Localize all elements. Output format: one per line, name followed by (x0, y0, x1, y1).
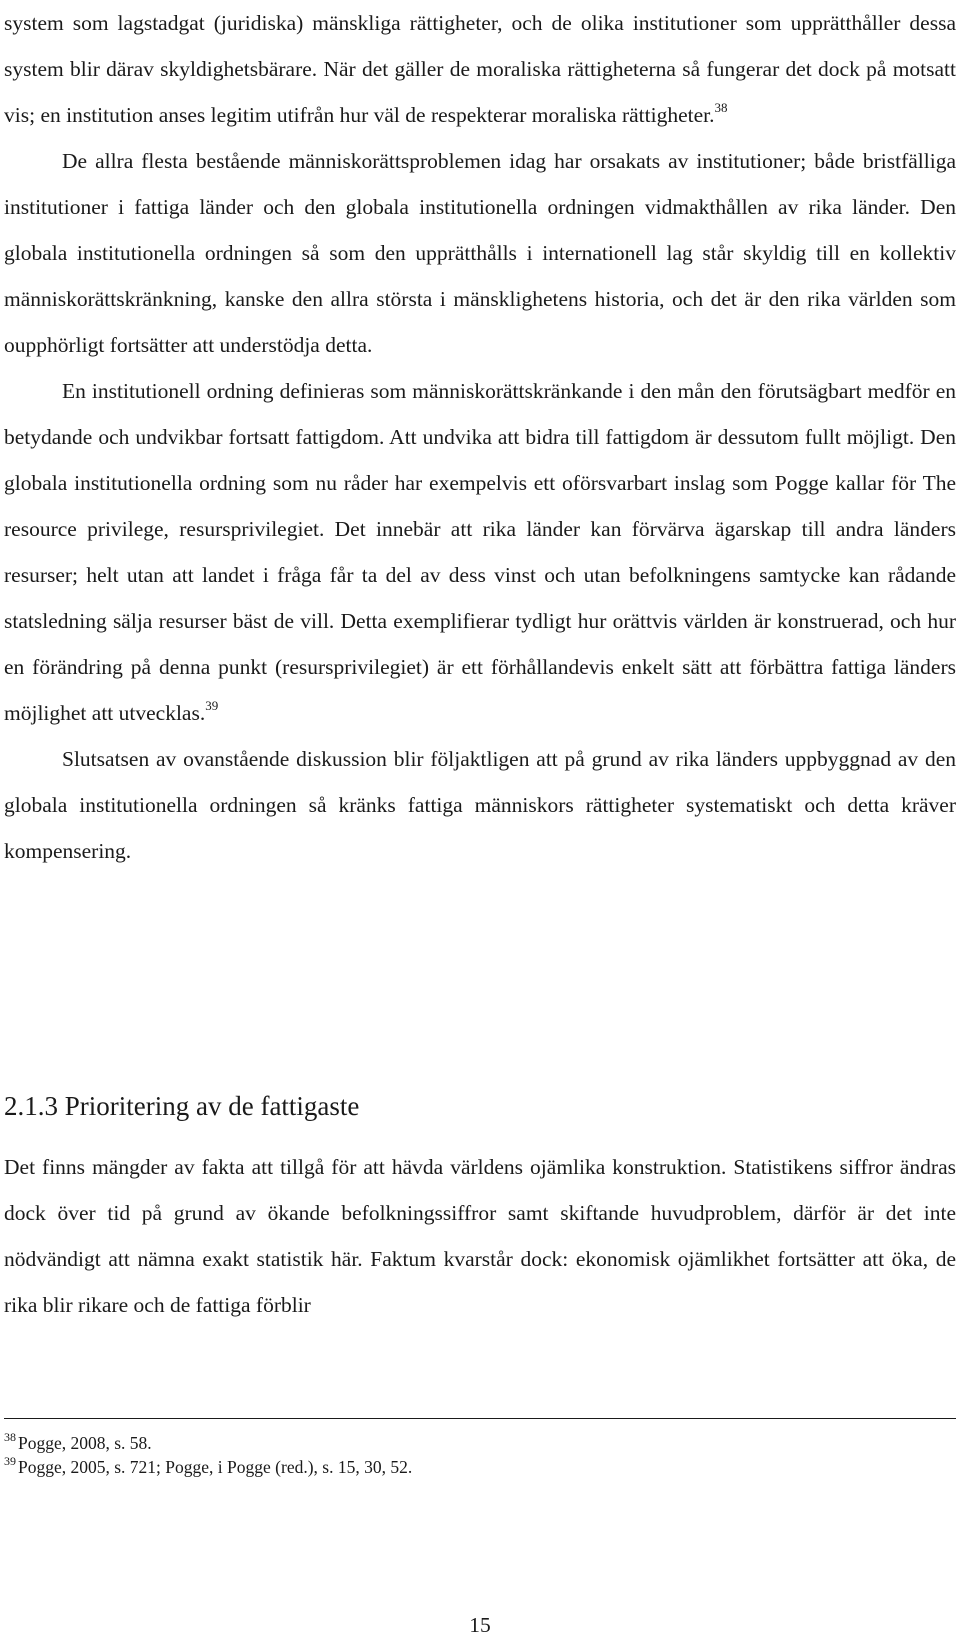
paragraph-2 (4, 138, 956, 368)
paragraph-4 (4, 736, 956, 874)
paragraph-4-text: Slutsatsen av ovanstående diskussion blir följaktligen att på grund av rika länders uppbyggnad av den globala institutionella ordningen så kränks fattiga människors rättigheter systematiskt och detta kräver kompensering. (4, 747, 956, 863)
section-paragraph: Det finns mängder av fakta att tillgå för att hävda världens ojämlika konstruktion. Statistikens siffror ändras dock över tid på grund av ökande befolkningssiffror samt skiftande huvudproblem, därför är det inte nödvändigt att nämna exakt statistik här. Faktum kvarstår dock: ekonomisk ojämlikhet fortsätter att öka, de rika blir rikare och de fattiga förblir (4, 1155, 956, 1317)
footnote-ref-39[interactable]: 39 (205, 697, 219, 713)
paragraph-3-text: En institutionell ordning definieras som människorättskränkande i den mån den förutsägbart medför en betydande och undvikbar fortsatt fattigdom. Att undvika att bidra till fattigdom är dessutom fullt möjligt. Den globala institutionella ordning som nu råder har exempelvis ett oförsvarbart inslag som Pogge kallar för The resource privilege, resursprivilegiet. Det innebär att rika länder kan förvärva ägarskap till andra länders resurser; helt utan att landet i fråga får ta del av dess vinst och utan befolkningens samtycke kan rådande statsledning sälja resurser bäst de vill. Detta exemplifierar tydligt hur orättvis världen är konstruerad, och hur en förändring på denna punkt (resursprivilegiet) är ett förhållandevis enkelt sätt att förbättra fattiga länders möjlighet att utvecklas. (4, 379, 956, 725)
footnote-number: 39 (4, 1454, 16, 1469)
footnote-39 (4, 1455, 956, 1479)
section-heading: 2.1.3 Prioritering av de fattigaste (4, 1091, 360, 1121)
footnote-text: Pogge, 2005, s. 721; Pogge, i Pogge (red.), s. 15, 30, 52. (18, 1457, 413, 1477)
paragraph-1-text: system som lagstadgat (juridiska) mänskliga rättigheter, och de olika institutioner som upprätthåller dessa system blir därav skyldighetsbärare. När det gäller de moraliska rättigheterna så fungerar det dock på motsatt vis; en institution anses legitim utifrån hur väl de respekterar moraliska rättigheter. (4, 11, 956, 127)
footnote-divider (4, 1418, 956, 1419)
footnote-38 (4, 1431, 956, 1455)
footnote-number: 38 (4, 1430, 16, 1445)
footnotes (4, 1431, 956, 1479)
main-text (4, 0, 956, 874)
paragraph-2-text: De allra flesta bestående människorättsproblemen idag har orsakats av institutioner; både bristfälliga institutioner i fattiga länder och den globala institutionella ordningen vidmakthållen av rika länder. Den globala institutionella ordningen så som den upprätthålls i internationell lag står skyldig till en kollektiv människorättskränkning, kanske den allra största i mänsklighetens historia, och det är den rika världen som oupphörligt fortsätter att understödja detta. (4, 149, 956, 357)
footnote-text: Pogge, 2008, s. 58. (18, 1433, 152, 1453)
page-number: 15 (469, 1613, 491, 1637)
footnote-ref-38[interactable]: 38 (714, 99, 728, 115)
paragraph-1 (4, 0, 956, 138)
paragraph-3 (4, 368, 956, 736)
